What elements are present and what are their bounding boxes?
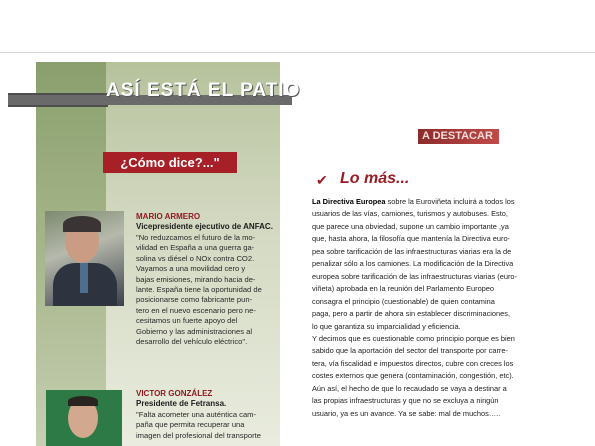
person1-name: MARIO ARMERO <box>136 212 201 221</box>
article-line: usuarios de las vías, camiones, turismos y autobuses. Esto, <box>312 209 508 219</box>
person2-name: VICTOR GONZÁLEZ <box>136 389 213 398</box>
article-line: Y decimos que es cuestionable como principio porque es bien <box>312 333 515 343</box>
person1-quote-line: posicionarse como fabricante pun- <box>136 295 253 305</box>
article-line: usuario, ya es un avance. Ya se sabe: mal de muchos….. <box>312 408 501 418</box>
article-line: pea sobre tarificación de las infraestructuras viarias era la de <box>312 246 512 256</box>
person1-quote-line: lante. España tiene la oportunidad de <box>136 285 262 294</box>
person2-role: Presidente de Fetransa. <box>136 399 227 408</box>
person2-quote-line: paña que permita recuperar una <box>136 420 245 430</box>
person1-role: Vicepresidente ejecutivo de ANFAC. <box>136 222 273 231</box>
article-line: que, hasta ahora, la filosofía que mantenía la Directiva euro- <box>312 234 511 244</box>
top-rule <box>0 52 595 53</box>
person1-quote-line: "No reduzcamos el futuro de la mo- <box>136 233 256 242</box>
article-line: costes externos que genera (contaminación, congestión, etc). <box>312 371 514 381</box>
main-heading: Lo más... <box>340 170 410 187</box>
article-line: tera, vía fiscalidad e impuestos directos, cubre con creces los <box>312 358 514 368</box>
article-line: sabido que la aportación del sector del transporte por carre- <box>312 346 508 356</box>
person1-quote-line: cesitamos un fuerte apoyo del <box>136 316 238 326</box>
hair-shape <box>63 216 101 232</box>
article-line: viñeta) aprobada en la reunión del Parlamento Europeo <box>312 284 495 294</box>
person1-photo <box>45 211 124 306</box>
person2-photo <box>46 390 122 446</box>
person1-quote-line: Vayamos a una movilidad cero y <box>136 264 246 274</box>
person1-quote-line: tero en el nuevo escenario pero ne- <box>136 305 256 315</box>
checkmark-icon: ✔ <box>316 172 328 188</box>
highlight-tab: A DESTACAR <box>418 129 499 144</box>
article-line: paga, pero a partir de ahora sin establecer discriminaciones, <box>312 309 511 319</box>
person1-quote-line: vilidad en España a una guerra ga- <box>136 243 255 253</box>
article-line: que parece una obviedad, supone un cambio importante ,ya <box>312 221 509 231</box>
article-line: europea sobre tarificación de las infraestructuras viarias (euro- <box>312 271 517 281</box>
person2-quote-line: "Falta acometer una auténtica cam- <box>136 410 257 419</box>
article-line: consagra el principio (cuestionable) de quien contamina <box>312 296 495 306</box>
section-title: ASÍ ESTÁ EL PATIO <box>106 80 301 101</box>
article-line: La Directiva Europea sobre la Euroviñeta incluirá a todos los <box>312 197 515 206</box>
person2-quote-line: imagen del profesional del transporte <box>136 430 261 440</box>
article-line: Aún así, el hecho de que lo recaudado se vaya a destinar a <box>312 383 507 393</box>
article-line: lo que garantiza su imparcialidad y eficiencia. <box>312 321 461 331</box>
article-emphasis: La Directiva Europea <box>312 197 386 206</box>
person1-quote-line: bajas emisiones, mirando hacia de- <box>136 274 256 284</box>
tie-shape <box>80 263 88 293</box>
hair-shape <box>68 396 98 406</box>
person1-quote-line: Gobierno y las administraciones al <box>136 326 253 336</box>
article-line: penalizar sólo a los camiones. La modificación de la Directiva <box>312 259 514 269</box>
left-box-title: ¿Cómo dice?..." <box>103 152 237 173</box>
article-line: las propias infraestructuras y que no se excluya a ningún <box>312 396 499 406</box>
person1-quote-line: solina vs diésel o NOx contra CO2. <box>136 253 255 263</box>
person1-quote-line: desarrollo del vehículo eléctrico". <box>136 337 248 346</box>
